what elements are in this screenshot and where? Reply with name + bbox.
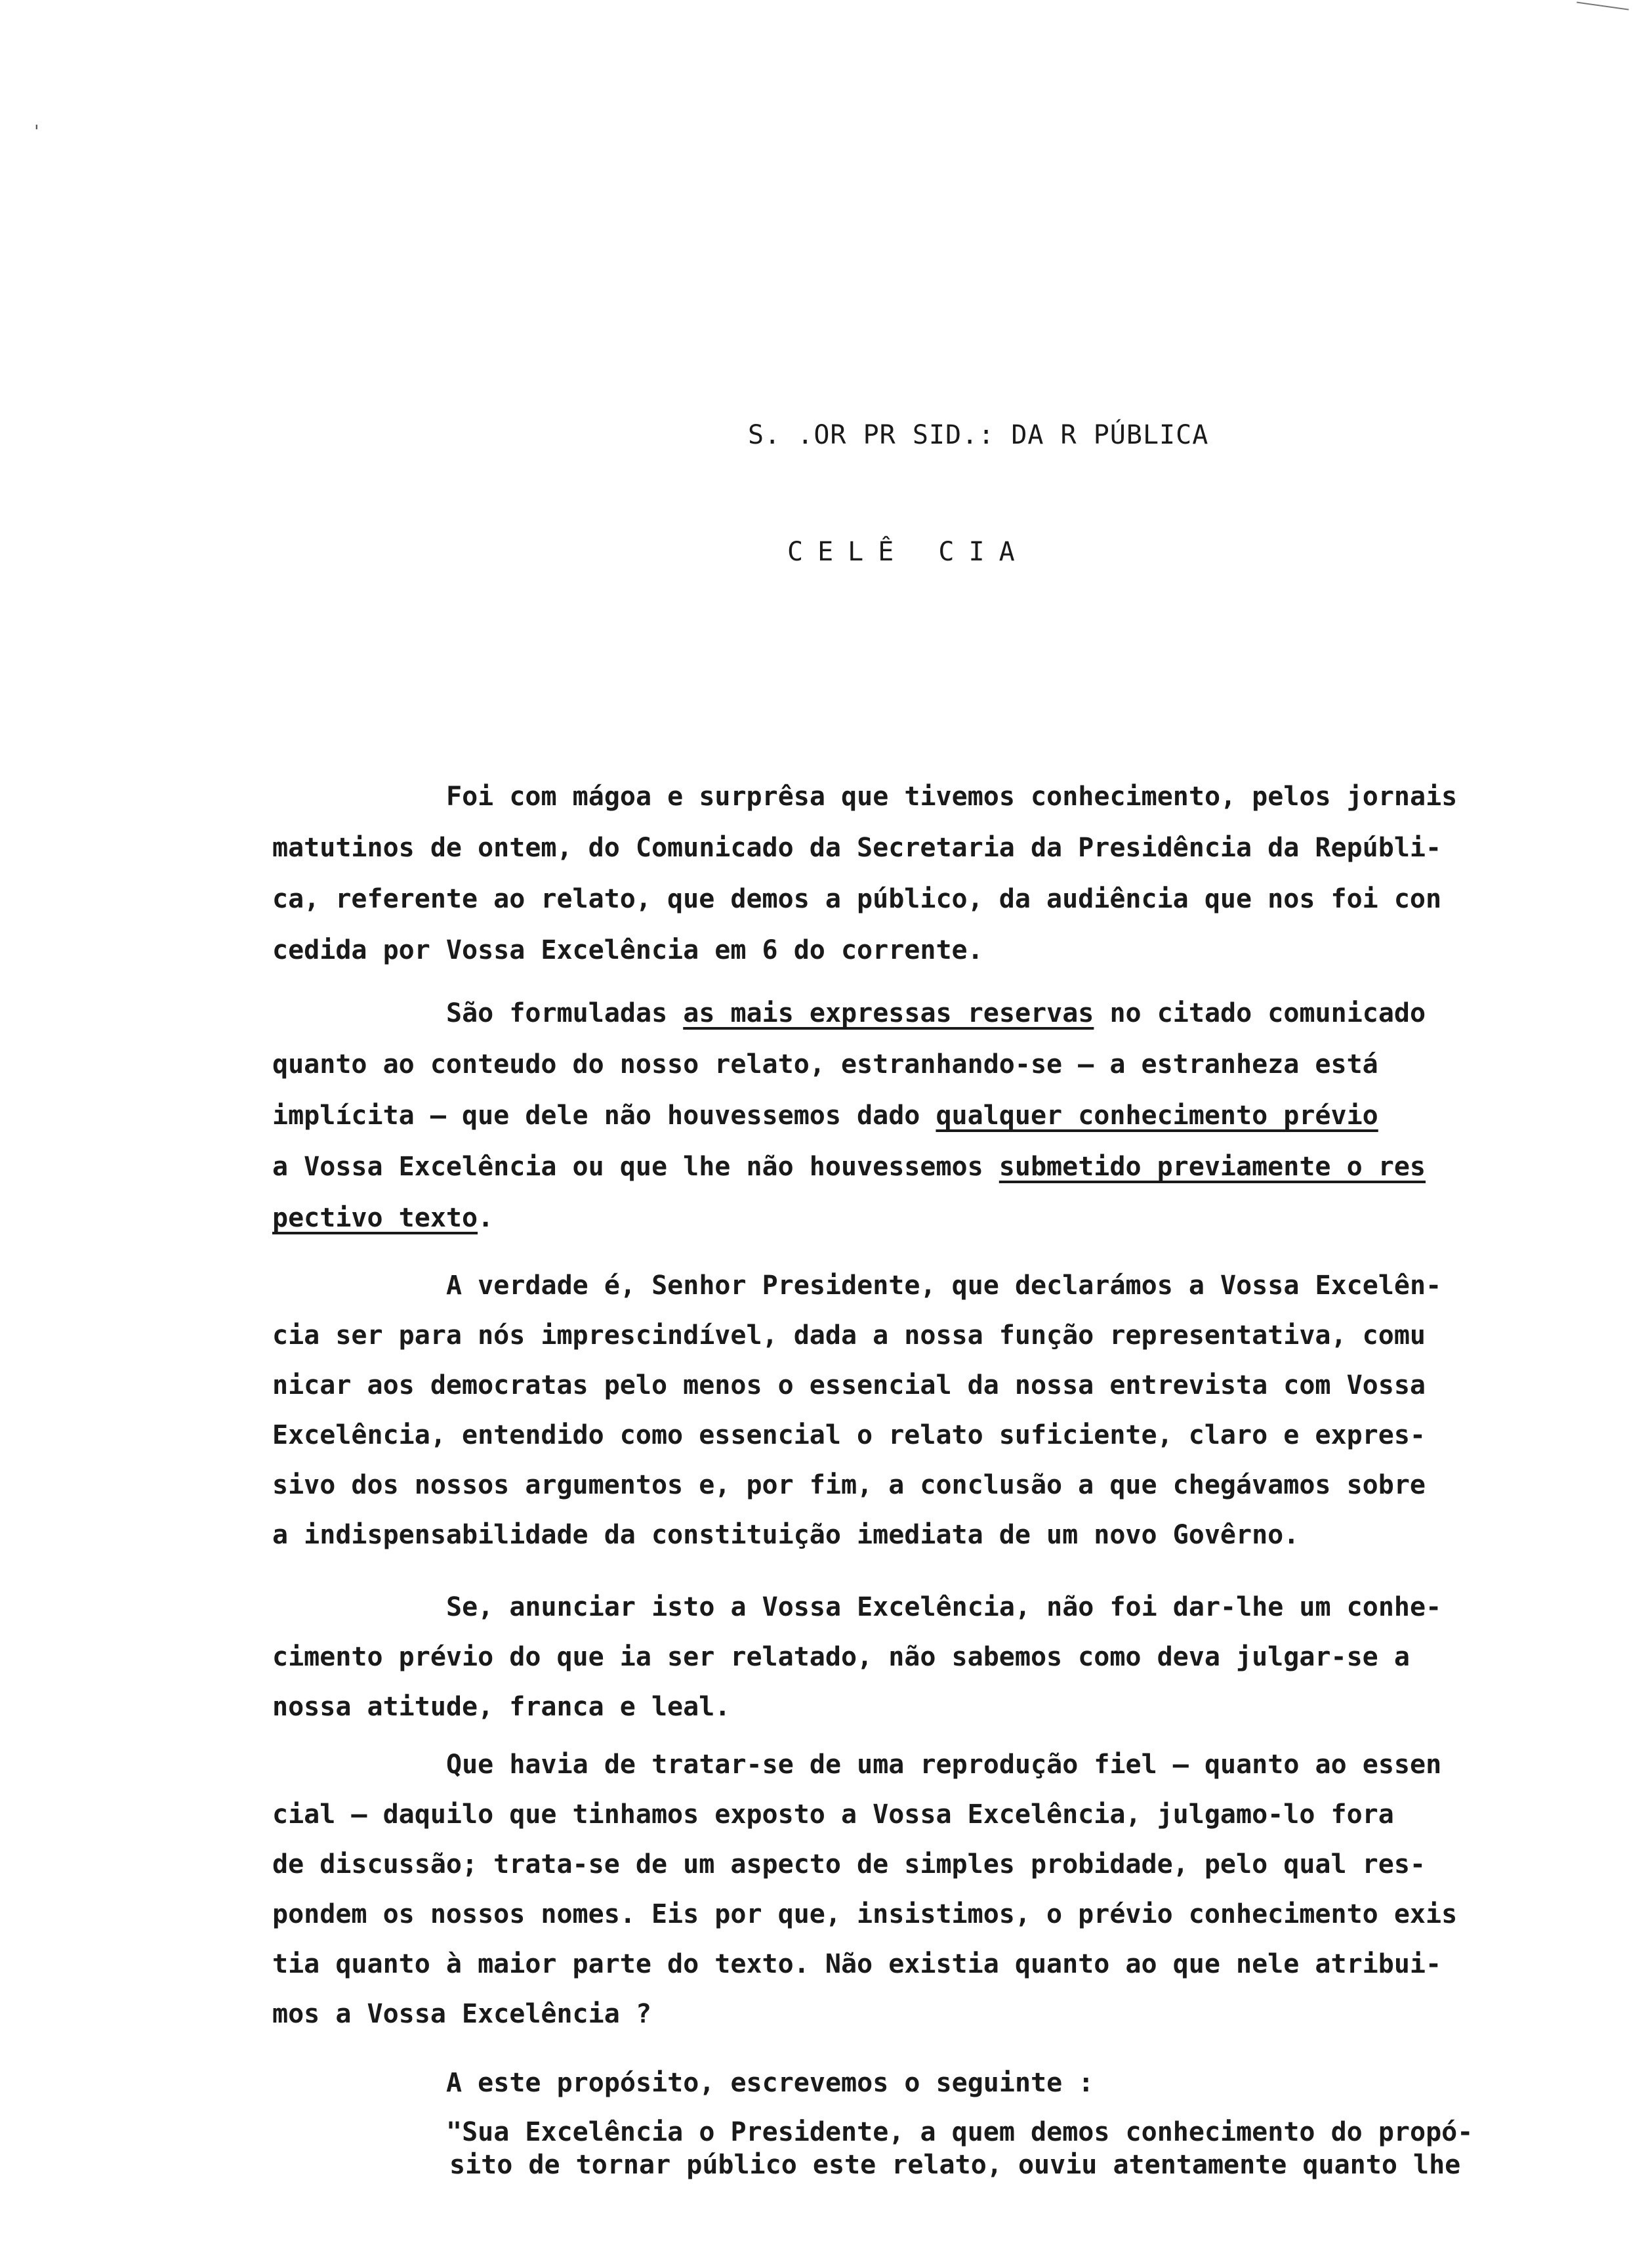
text-line	[272, 1469, 1426, 1501]
text-line	[272, 1370, 1426, 1401]
text-line	[272, 832, 1441, 864]
scan-artifact: '	[31, 122, 42, 142]
text-segment: "Sua Excelência o Presidente, a quem demos conhecimento do propó-	[446, 2117, 1473, 2147]
text-segment: ca, referente ao relato, que demos a público, da audiência que nos foi con	[272, 884, 1442, 914]
text-line	[446, 2067, 1094, 2099]
text-segment: no citado comunicado	[1094, 998, 1426, 1028]
text-line	[272, 1202, 493, 1234]
text-segment: sivo dos nossos argumentos e, por fim, a conclusão a que chegávamos sobre	[272, 1470, 1426, 1500]
text-line	[272, 1151, 1426, 1183]
text-segment: cedida por Vossa Excelência em 6 do corrente.	[272, 935, 983, 965]
text-line	[272, 1948, 1441, 1980]
text-segment: São formuladas	[446, 998, 684, 1028]
text-line	[446, 1591, 1441, 1623]
text-segment: a indispensabilidade da constituição imediata de um novo Govêrno.	[272, 1520, 1300, 1550]
text-segment: A verdade é, Senhor Presidente, que declarámos a Vossa Excelên-	[446, 1270, 1442, 1301]
text-segment: cia ser para nós imprescindível, dada a nossa função representativa, comu	[272, 1320, 1426, 1351]
text-line	[272, 1519, 1299, 1551]
text-segment: nossa atitude, franca e leal.	[272, 1692, 731, 1722]
text-segment: A este propósito, escrevemos o seguinte :	[446, 2068, 1094, 2098]
text-line	[272, 1419, 1426, 1451]
text-segment: cimento prévio do que ia ser relatado, não sabemos como deva julgar-se a	[272, 1642, 1410, 1672]
text-segment: Que havia de tratar-se de uma reprodução fiel — quanto ao essen	[446, 1750, 1442, 1780]
text-segment: pondem os nossos nomes. Eis por que, insistimos, o prévio conhecimento exis	[272, 1899, 1458, 1929]
text-segment: de discussão; trata-se de um aspecto de simples probidade, pelo qual res-	[272, 1849, 1426, 1880]
salutation-heading: S. .OR PR SID.: DA R PÚBLICA	[748, 420, 1209, 450]
underlined-text: submetido previamente o res	[999, 1152, 1426, 1182]
underlined-text: qualquer conhecimento prévio	[936, 1101, 1378, 1131]
text-segment: nicar aos democratas pelo menos o essencial da nossa entrevista com Vossa	[272, 1370, 1426, 1400]
text-line	[446, 1270, 1441, 1301]
text-segment: implícita — que dele não houvessemos dado	[272, 1101, 936, 1131]
text-segment: tia quanto à maior parte do texto. Não existia quanto ao que nele atribui-	[272, 1949, 1442, 1979]
text-segment: mos a Vossa Excelência ?	[272, 1999, 651, 2029]
text-line	[446, 2116, 1473, 2148]
text-line	[272, 1899, 1457, 1930]
text-segment: .	[478, 1203, 494, 1233]
text-segment: matutinos de ontem, do Comunicado da Secretaria da Presidência da Repúbli-	[272, 833, 1442, 863]
text-segment: Se, anunciar isto a Vossa Excelência, não foi dar-lhe um conhe-	[446, 1592, 1442, 1622]
text-line	[446, 781, 1457, 812]
text-line	[446, 1749, 1441, 1780]
text-segment: sito de tornar público este relato, ouviu atentamente quanto lhe	[449, 2150, 1461, 2180]
excellency-heading: CELÊ CIA	[787, 537, 1029, 567]
underlined-text: as mais expressas reservas	[683, 998, 1094, 1028]
scan-artifact	[1575, 2, 1628, 20]
text-segment: a Vossa Excelência ou que lhe não houvessemos	[272, 1152, 999, 1182]
text-line	[272, 934, 983, 966]
text-line	[272, 1849, 1426, 1880]
text-line	[272, 1998, 651, 2030]
text-line	[449, 2149, 1460, 2181]
text-line	[272, 883, 1441, 915]
text-line	[272, 1320, 1426, 1351]
text-line	[272, 1691, 730, 1723]
text-line	[446, 998, 1426, 1029]
text-line	[272, 1641, 1410, 1673]
text-segment: Foi com mágoa e surprêsa que tivemos conhecimento, pelos jornais	[446, 782, 1458, 812]
text-line	[272, 1799, 1394, 1830]
text-line	[272, 1100, 1378, 1131]
text-segment: quanto ao conteudo do nosso relato, estranhando-se — a estranheza está	[272, 1049, 1378, 1080]
text-segment: Excelência, entendido como essencial o relato suficiente, claro e expres-	[272, 1420, 1426, 1450]
text-line	[272, 1049, 1378, 1080]
underlined-text: pectivo texto	[272, 1203, 478, 1233]
text-segment: cial — daquilo que tinhamos exposto a Vossa Excelência, julgamo-lo fora	[272, 1799, 1394, 1830]
